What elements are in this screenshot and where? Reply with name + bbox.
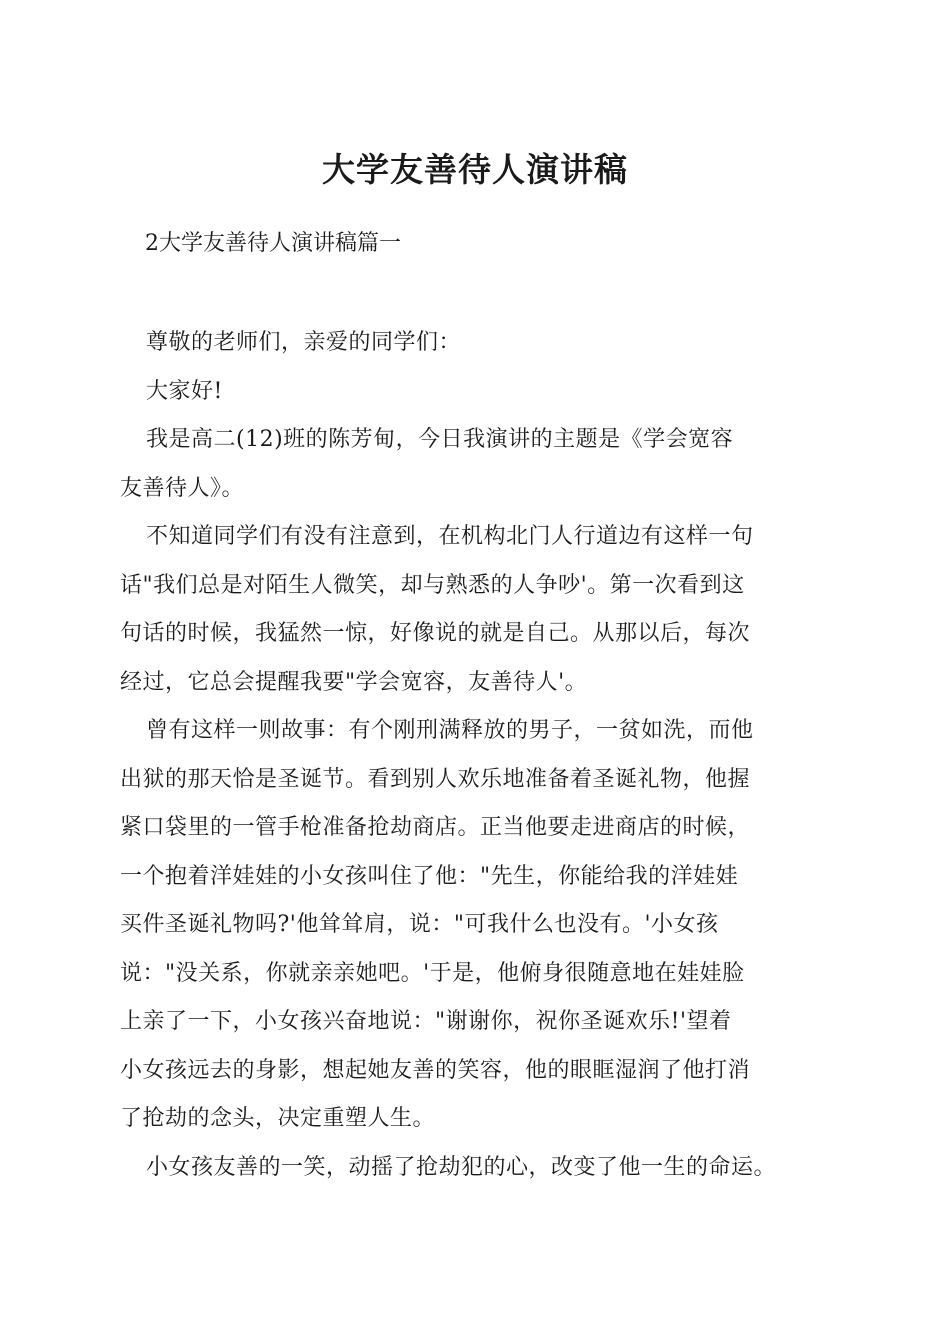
text-line: 尊敬的老师们，亲爱的同学们： [146, 330, 462, 355]
document-body [120, 327, 860, 1200]
text-line: 我是高二(12)班的陈芳甸，今日我演讲的主题是《学会宽容 [146, 427, 734, 452]
text-line: 话"我们总是对陌生人微笑，却与熟悉的人争吵'。第一次看到这 [120, 572, 745, 598]
text-line: 出狱的那天恰是圣诞节。看到别人欢乐地准备着圣诞礼物，他握 [120, 766, 751, 792]
text-line: 了抢劫的念头，决定重塑人生。 [120, 1106, 436, 1131]
document-subtitle: 2大学友善待人演讲稿篇一 [145, 231, 401, 256]
text-line: 上亲了一下，小女孩兴奋地说："谢谢你，祝你圣诞欢乐!'望着 [120, 1009, 732, 1034]
text-line: 紧口袋里的一管手枪准备抢劫商店。正当他要走进商店的时候， [120, 815, 751, 840]
text-line: 小女孩友善的一笑，动摇了抢劫犯的心，改变了他一生的命运。 [146, 1154, 777, 1180]
text-line: 经过，它总会提醒我要"学会宽容，友善待人'。 [120, 669, 588, 695]
text-line: 买件圣诞礼物吗?'他耸耸肩，说："可我什么也没有。'小女孩 [120, 912, 719, 937]
text-line: 大家好! [146, 378, 223, 404]
text-line: 不知道同学们有没有注意到，在机构北门人行道边有这样一句 [146, 524, 754, 549]
text-line: 曾有这样一则故事：有个刚刑满释放的男子，一贫如洗，而他 [146, 718, 754, 743]
document-title: 大学友善待人演讲稿 [322, 150, 628, 189]
text-line: 友善待人》。 [120, 475, 245, 501]
text-line: 小女孩远去的身影，想起她友善的笑容，他的眼眶湿润了他打消 [120, 1057, 751, 1083]
text-line: 句话的时候，我猛然一惊，好像说的就是自己。从那以后，每次 [120, 621, 751, 646]
text-line: 一个抱着洋娃娃的小女孩叫住了他："先生，你能给我的洋娃娃 [120, 863, 739, 889]
text-line: 说："没关系，你就亲亲她吧。'于是，他俯身很随意地在娃娃脸 [120, 960, 745, 986]
